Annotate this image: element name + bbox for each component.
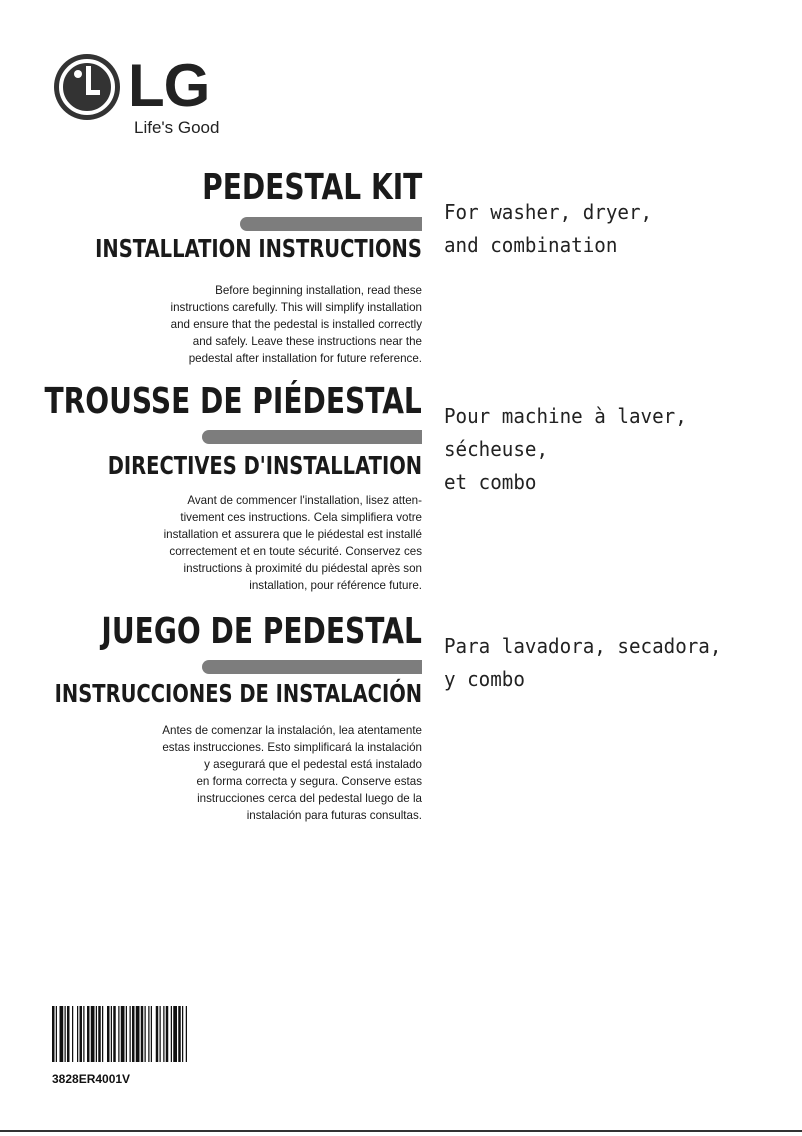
product-for-fr: Pour machine à laver, sécheuse, et combo [444, 404, 687, 494]
bottom-rule [0, 1130, 802, 1132]
barcode-stripe [145, 1006, 146, 1062]
section-divider-bar [240, 217, 422, 231]
barcode-stripe [80, 1006, 83, 1062]
barcode-stripe [102, 1006, 103, 1062]
barcode-stripe [160, 1006, 161, 1062]
lg-face-icon [52, 52, 122, 122]
barcode-stripe [67, 1006, 70, 1062]
barcode-stripe [96, 1006, 97, 1062]
section-paragraph-en: Before beginning installation, read these instructions carefully. This will simplify installation and ensure that the pedestal is installed correctly and safely. Leave these instructions near the pedestal after installation for future reference. [170, 284, 422, 365]
barcode-stripe [60, 1006, 64, 1062]
section-paragraph-es: Antes de comenzar la instalación, lea atentamente estas instrucciones. Esto simplificará la instalación y asegurará que el pedestal está instalado en forma correcta y segura. Conserve estas instrucciones cerca del pedestal luego de la instalación para futuras consultas. [162, 724, 422, 822]
barcode-stripe [166, 1006, 169, 1062]
barcode-stripe [141, 1006, 144, 1062]
barcode-stripe [87, 1006, 90, 1062]
barcode-stripe [178, 1006, 181, 1062]
section-paragraph-fr: Avant de commencer l'installation, lisez atten- tivement ces instructions. Cela simplifiera votre installation et assurera que le piédestal est installé correctement et en toute sécurité. Conservez ces instructions à proximité du piédestal après son installation, pour référence future. [163, 494, 422, 592]
barcode-stripe [171, 1006, 172, 1062]
section-title-en: PEDESTAL KIT [201, 167, 422, 208]
barcode-stripe [107, 1006, 110, 1062]
section-title-es: JUEGO DE PEDESTAL [101, 611, 422, 652]
brand-tagline: Life's Good [134, 118, 220, 137]
barcode-stripe [126, 1006, 127, 1062]
barcode-stripe [72, 1006, 73, 1062]
barcode-stripe [98, 1006, 101, 1062]
lg-logo [52, 52, 252, 142]
barcode-number: 3828ER4001V [52, 1072, 131, 1086]
barcode-stripe [136, 1006, 140, 1062]
barcode-stripe [151, 1006, 152, 1062]
section-divider-bar [202, 660, 422, 674]
barcode-stripe [91, 1006, 95, 1062]
barcode-stripe [132, 1006, 135, 1062]
section-subtitle-en: INSTALLATION INSTRUCTIONS [95, 234, 422, 263]
barcode-stripe [121, 1006, 125, 1062]
barcode-stripe [77, 1006, 78, 1062]
section-subtitle-es: INSTRUCCIONES DE INSTALACIÓN [54, 679, 422, 708]
barcode-stripe [83, 1006, 84, 1062]
barcode-stripe [173, 1006, 177, 1062]
barcode-stripe [65, 1006, 66, 1062]
barcode-stripe [148, 1006, 149, 1062]
barcode-stripe [186, 1006, 187, 1062]
barcode-stripe [111, 1006, 112, 1062]
product-for-en: For washer, dryer, and combination [444, 200, 653, 257]
section-title-fr: TROUSSE DE PIÉDESTAL [44, 381, 422, 422]
barcode-stripe [156, 1006, 159, 1062]
barcode-stripe [130, 1006, 131, 1062]
barcode-stripe [182, 1006, 183, 1062]
barcode-stripe [113, 1006, 116, 1062]
brand-name: LG [128, 52, 210, 119]
barcode-stripe [118, 1006, 119, 1062]
barcode-stripe [52, 1006, 55, 1062]
barcode-stripe [163, 1006, 164, 1062]
section-divider-bar [202, 430, 422, 444]
section-subtitle-fr: DIRECTIVES D'INSTALLATION [107, 451, 422, 480]
barcode [52, 1006, 240, 1062]
barcode-stripe [56, 1006, 57, 1062]
product-for-es: Para lavadora, secadora, y combo [444, 634, 722, 691]
